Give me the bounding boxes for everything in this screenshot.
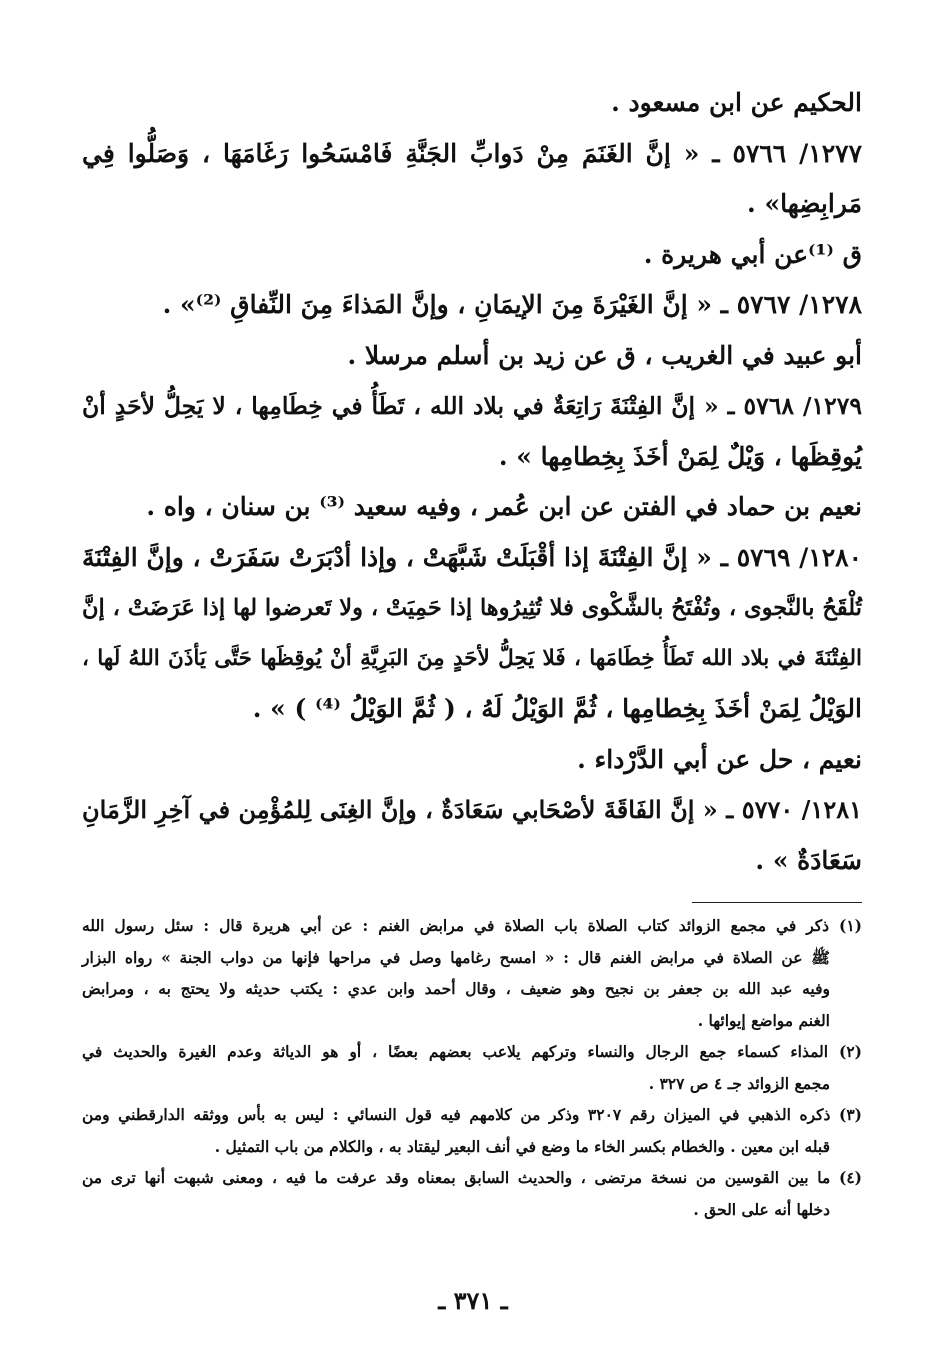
hadith-line: تُلْقَحُ بالنَّجوى ، وتُفْتَحُ بالشَّكْوى فلا تُثِيرُوها إذا حَمِيَتْ ، ولا تَعرضوا لها إذا عَرَضَتْ ، إنَّ: [82, 595, 862, 621]
source-line: ق ⁽¹⁾عن أبي هريرة .: [643, 239, 862, 269]
footnote-4-line: دخلها أنه على الحق .: [693, 1199, 830, 1219]
hadith-line: ١٢٧٩/ ٥٧٦٨ ـ « إنَّ الفِتْنَةَ رَاتِعَةٌ في بلاد الله ، تَطَأُ في خِطَامِها ، لا يَحِلُّ لأحَدٍ أنْ: [82, 392, 863, 420]
footnotes: [82, 910, 862, 1225]
footnote-2-line: (٢) المذاء كسماء جمع الرجال والنساء وتركهم يلاعب بعضهم بعضًا ، أو هو الدياثة وعدم الغيرة والحديث في: [82, 1042, 862, 1061]
footnote-4-line: (٤) ما بين القوسين من نسخة مرتضى ، والحديث السابق بمعناه وقد عرفت ما فيه ، ومعنى شبهت أنها ترى من: [82, 1168, 862, 1187]
footnote-1-line: (١) ذكر في مجمع الزوائد كتاب الصلاة باب الصلاة في مرابض الغنم : عن أبي هريرة قال : سئل رسول الله: [82, 916, 862, 935]
footnote-1-line: ﷺ عن الصلاة في مرابض الغنم قال : « امسح رغامها وصل في مراحها فإنها من دواب الجنة » رواه البزار: [82, 947, 830, 967]
hadith-line: مَرابِضِها» .: [747, 189, 862, 218]
footnote-1-line: الغنم مواضع إيوائها .: [697, 1010, 830, 1030]
hadith-line: ١٢٨٠/ ٥٧٦٩ ـ « إنَّ الفِتْنَةَ إذا أقْبَلَتْ شَبَّهَتْ ، وإذا أدْبَرَتْ سَفَرَتْ ، وإنَّ الفِتْنَةَ: [82, 542, 862, 572]
hadith-line: يُوقِظَها ، وَيْلٌ لِمَنْ أخَذَ بِخِطامِها » .: [498, 441, 862, 471]
hadith-line: ١٢٨١/ ٥٧٧٠ ـ « إنَّ الفَاقَةَ لأصْحَابي سَعَادَةٌ ، وإنَّ الغِنَى لِلمُؤْمِن في آخِرِ الزَّمَانِ: [82, 795, 862, 824]
footnote-divider: [692, 902, 862, 903]
hadith-line: الفِتْنَةَ في بلاد الله تَطَأُ خِطَامَها ، فَلا يَحِلُّ لأحَدٍ مِنَ البَرِيَّةِ أنْ يُوقِظَها حَتَّى يَأذَنَ اللهُ لَها ،: [82, 645, 862, 671]
hadith-line: ١٢٧٧/ ٥٧٦٦ ـ « إنَّ الغَنَمَ مِنْ دَوابِّ الجَنَّةِ فَامْسَحُوا رَغَامَهَا ، وَصَلُّوا فِي: [82, 138, 862, 168]
source-line: نعيم بن حماد في الفتن عن ابن عُمر ، وفيه سعيد ⁽³⁾ بن سنان ، واه .: [146, 492, 862, 521]
footnote-3-line: (٣) ذكره الذهبي في الميزان رقم ٣٢٠٧ وذكر من كلامهم فيه قول النسائي : ليس به بأس ووثقه الدارقطني ومن: [82, 1105, 862, 1124]
hadith-line: ١٢٧٨/ ٥٧٦٧ ـ « إنَّ الغَيْرَةَ مِنَ الإيمَانِ ، وإنَّ المَذاءَ مِنَ النِّفاقِ ⁽²⁾» .: [162, 290, 862, 319]
text-line: الحكيم عن ابن مسعود .: [611, 88, 862, 117]
main-text: [82, 78, 862, 886]
hadith-line: الوَيْلُ لِمَنْ أخَذَ بِخِطامِها ، ثُمَّ الوَيْلُ لَهُ ، ( ثُمَّ الوَيْلُ ⁽⁴⁾ ) » .: [252, 694, 862, 723]
page-number: ـ ٣٧١ ـ: [438, 1286, 508, 1315]
footnote-1-line: وفيه عبد الله بن جعفر بن نجيح وهو ضعيف ، وقال أحمد وابن عدي : يكتب حديثه ولا يحتج به ، ومرابض: [82, 979, 830, 998]
hadith-line: سَعَادَةٌ » .: [755, 845, 862, 875]
footnote-2-line: مجمع الزوائد جـ ٤ ص ٣٢٧ .: [648, 1073, 830, 1093]
footnote-3-line: قبله ابن معين . والخطام بكسر الخاء ما وضع في أنف البعير ليقتاد به ، والكلام من باب التمثيل .: [214, 1136, 830, 1156]
source-line: نعيم ، حل عن أبي الدَّرْداء .: [577, 744, 862, 774]
source-line: أبو عبيد في الغريب ، ق عن زيد بن أسلم مرسلا .: [347, 340, 862, 370]
